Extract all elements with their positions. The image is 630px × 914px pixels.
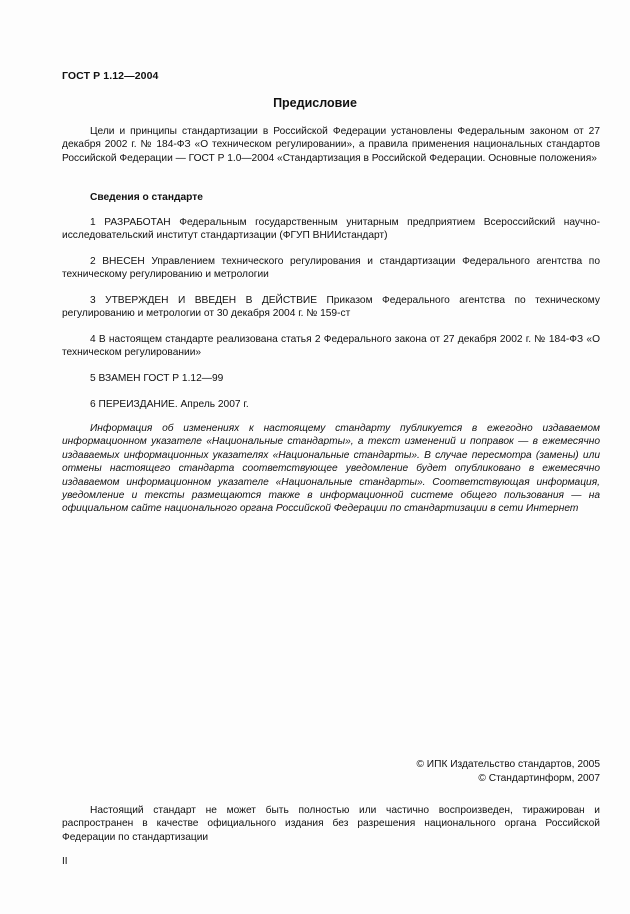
section-heading: Сведения о стандарте (90, 192, 203, 203)
item-2-paragraph: 2 ВНЕСЕН Управлением технического регулирования и стандартизации Федерального агентства по техническому регулированию и метрологии (62, 256, 600, 281)
document-id-header: ГОСТ Р 1.12—2004 (62, 70, 159, 82)
page-number: II (62, 856, 68, 867)
page-title: Предисловие (273, 96, 357, 110)
copyright-line-1: © ИПК Издательство стандартов, 2005 (416, 759, 600, 770)
item-5-paragraph: 5 ВЗАМЕН ГОСТ Р 1.12—99 (90, 373, 224, 384)
copyright-line-2: © Стандартинформ, 2007 (478, 773, 600, 784)
item-1-paragraph: 1 РАЗРАБОТАН Федеральным государственным унитарным предприятием Всероссийский научно-исследовательский институт стандартизации (ФГУП ВНИИстандарт) (62, 217, 600, 242)
notice-paragraph: Информация об изменениях к настоящему стандарту публикуется в ежегодно издаваемом информационном указателе «Национальные стандарты», а текст изменений и поправок — в ежемесячно издаваемых информационных указателях «Национальные стандарты». В случае пересмотра (замены) или отмены настоящего стандарта соответствующее уведомление будет опубликовано в ежемесячно издаваемом информационном указателе «Национальные стандарты». Соответствующая информация, уведомление и тексты размещаются также в информационной системе общего пользования — на официальном сайте национального органа Российской Федерации по стандартизации в сети Интернет (62, 423, 600, 515)
intro-paragraph: Цели и принципы стандартизации в Российской Федерации установлены Федеральным законом от 27 декабря 2002 г. № 184-ФЗ «О техническом регулировании», а правила применения национальных стандартов Российской Федерации — ГОСТ Р 1.0—2004 «Стандартизация в Российской Федерации. Основные положения» (62, 126, 600, 164)
item-6-paragraph: 6 ПЕРЕИЗДАНИЕ. Апрель 2007 г. (90, 399, 249, 410)
reproduction-notice: Настоящий стандарт не может быть полностью или частично воспроизведен, тиражирован и распространен в качестве официального издания без разрешения национального органа Российской Федерации по стандартизации (62, 805, 600, 843)
item-3-paragraph: 3 УТВЕРЖДЕН И ВВЕДЕН В ДЕЙСТВИЕ Приказом Федерального агентства по техническому регулированию и метрологии от 30 декабря 2004 г. № 159-ст (62, 295, 600, 320)
item-4-paragraph: 4 В настоящем стандарте реализована статья 2 Федерального закона от 27 декабря 2002 г. № 184-ФЗ «О техническом регулировании» (62, 334, 600, 359)
